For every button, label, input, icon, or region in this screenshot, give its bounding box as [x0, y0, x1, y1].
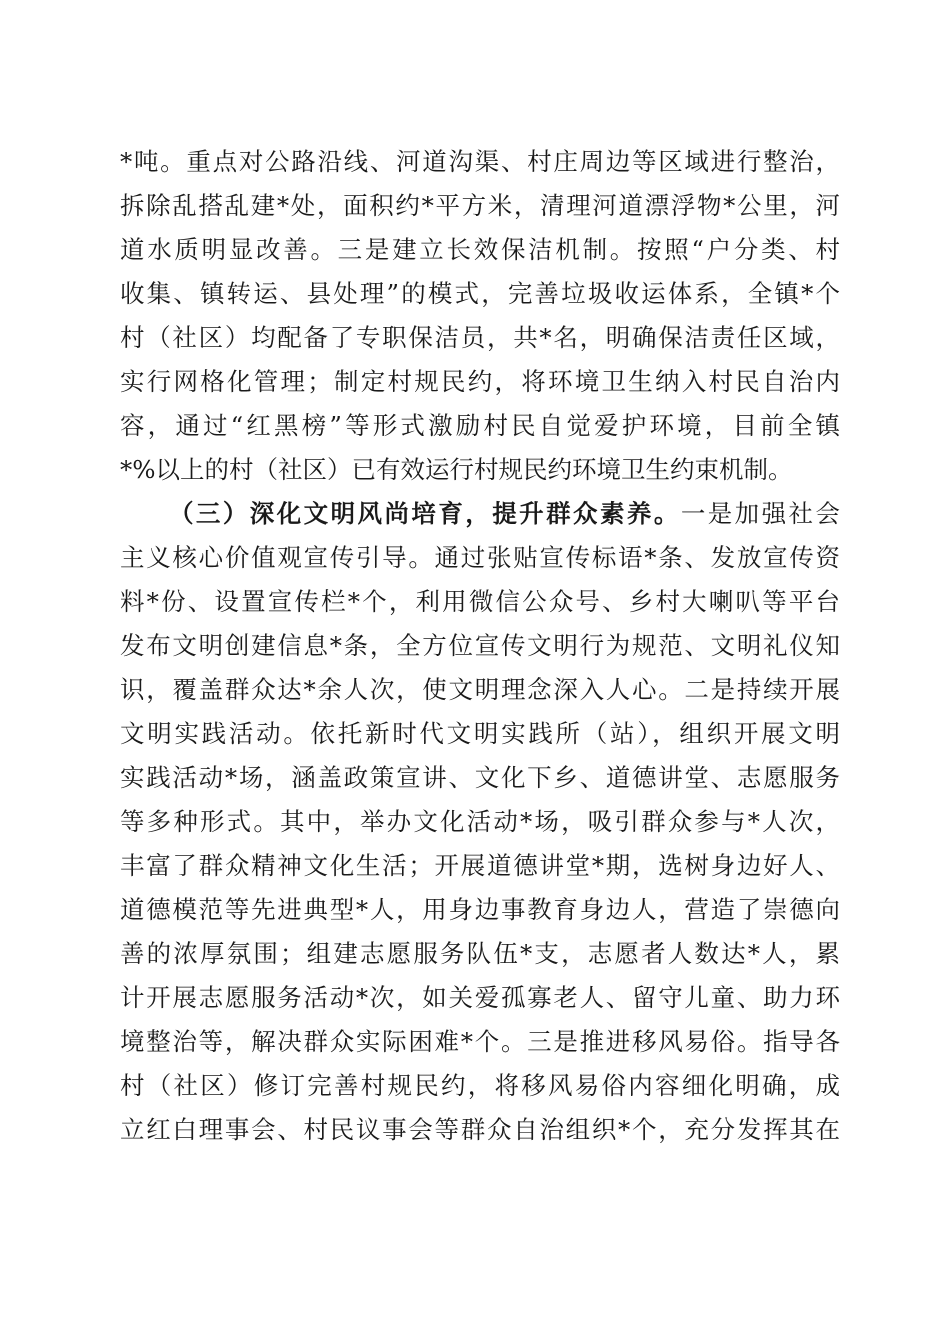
paragraph-line: 道水质明显改善。三是建立长效保洁机制。按照“户分类、村: [120, 235, 840, 264]
paragraph-line: 计开展志愿服务活动*次，如关爱孤寡老人、留守儿童、助力环: [120, 983, 840, 1012]
paragraph-line: 等多种形式。其中，举办文化活动*场，吸引群众参与*人次，: [120, 807, 840, 836]
paragraph-line: 村（社区）均配备了专职保洁员，共*名，明确保洁责任区域，: [120, 323, 840, 352]
body-text: [120, 140, 840, 1152]
section-line-rest: 一是加强社会: [680, 499, 840, 528]
paragraph-line: 识，覆盖群众达*余人次，使文明理念深入人心。二是持续开展: [120, 675, 840, 704]
paragraph-line: 实行网格化管理；制定村规民约，将环境卫生纳入村民自治内: [120, 367, 840, 396]
paragraph-line: 道德模范等先进典型*人，用身边事教育身边人，营造了崇德向: [120, 895, 840, 924]
paragraph-line: 善的浓厚氛围；组建志愿服务队伍*支，志愿者人数达*人，累: [120, 939, 840, 968]
paragraph-line: 丰富了群众精神文化生活；开展道德讲堂*期，选树身边好人、: [120, 851, 840, 880]
paragraph-line: 拆除乱搭乱建*处，面积约*平方米，清理河道漂浮物*公里，河: [120, 191, 840, 220]
paragraph-line: 容，通过“红黑榜”等形式激励村民自觉爱护环境，目前全镇: [120, 411, 840, 440]
paragraph-line: *吨。重点对公路沿线、河道沟渠、村庄周边等区域进行整治，: [120, 147, 840, 176]
paragraph-line: 料*份、设置宣传栏*个，利用微信公众号、乡村大喇叭等平台: [120, 587, 840, 616]
paragraph-line: 实践活动*场，涵盖政策宣讲、文化下乡、道德讲堂、志愿服务: [120, 763, 840, 792]
paragraph-line: 立红白理事会、村民议事会等群众自治组织*个，充分发挥其在: [120, 1115, 840, 1144]
section-heading: （三）深化文明风尚培育，提升群众素养。: [169, 499, 681, 528]
paragraph-line: 村（社区）修订完善村规民约，将移风易俗内容细化明确，成: [120, 1071, 840, 1100]
section-heading-line: [120, 492, 840, 536]
paragraph-line: 发布文明创建信息*条，全方位宣传文明行为规范、文明礼仪知: [120, 631, 840, 660]
paragraph-line: 境整治等，解决群众实际困难*个。三是推进移风易俗。指导各: [120, 1027, 840, 1056]
paragraph-line: 文明实践活动。依托新时代文明实践所（站），组织开展文明: [120, 719, 840, 748]
paragraph-line: 收集、镇转运、县处理”的模式，完善垃圾收运体系，全镇*个: [120, 279, 840, 308]
paragraph-line: 主义核心价值观宣传引导。通过张贴宣传标语*条、发放宣传资: [120, 543, 840, 572]
paragraph-line: *%以上的村（社区）已有效运行村规民约环境卫生约束机制。: [120, 455, 793, 484]
